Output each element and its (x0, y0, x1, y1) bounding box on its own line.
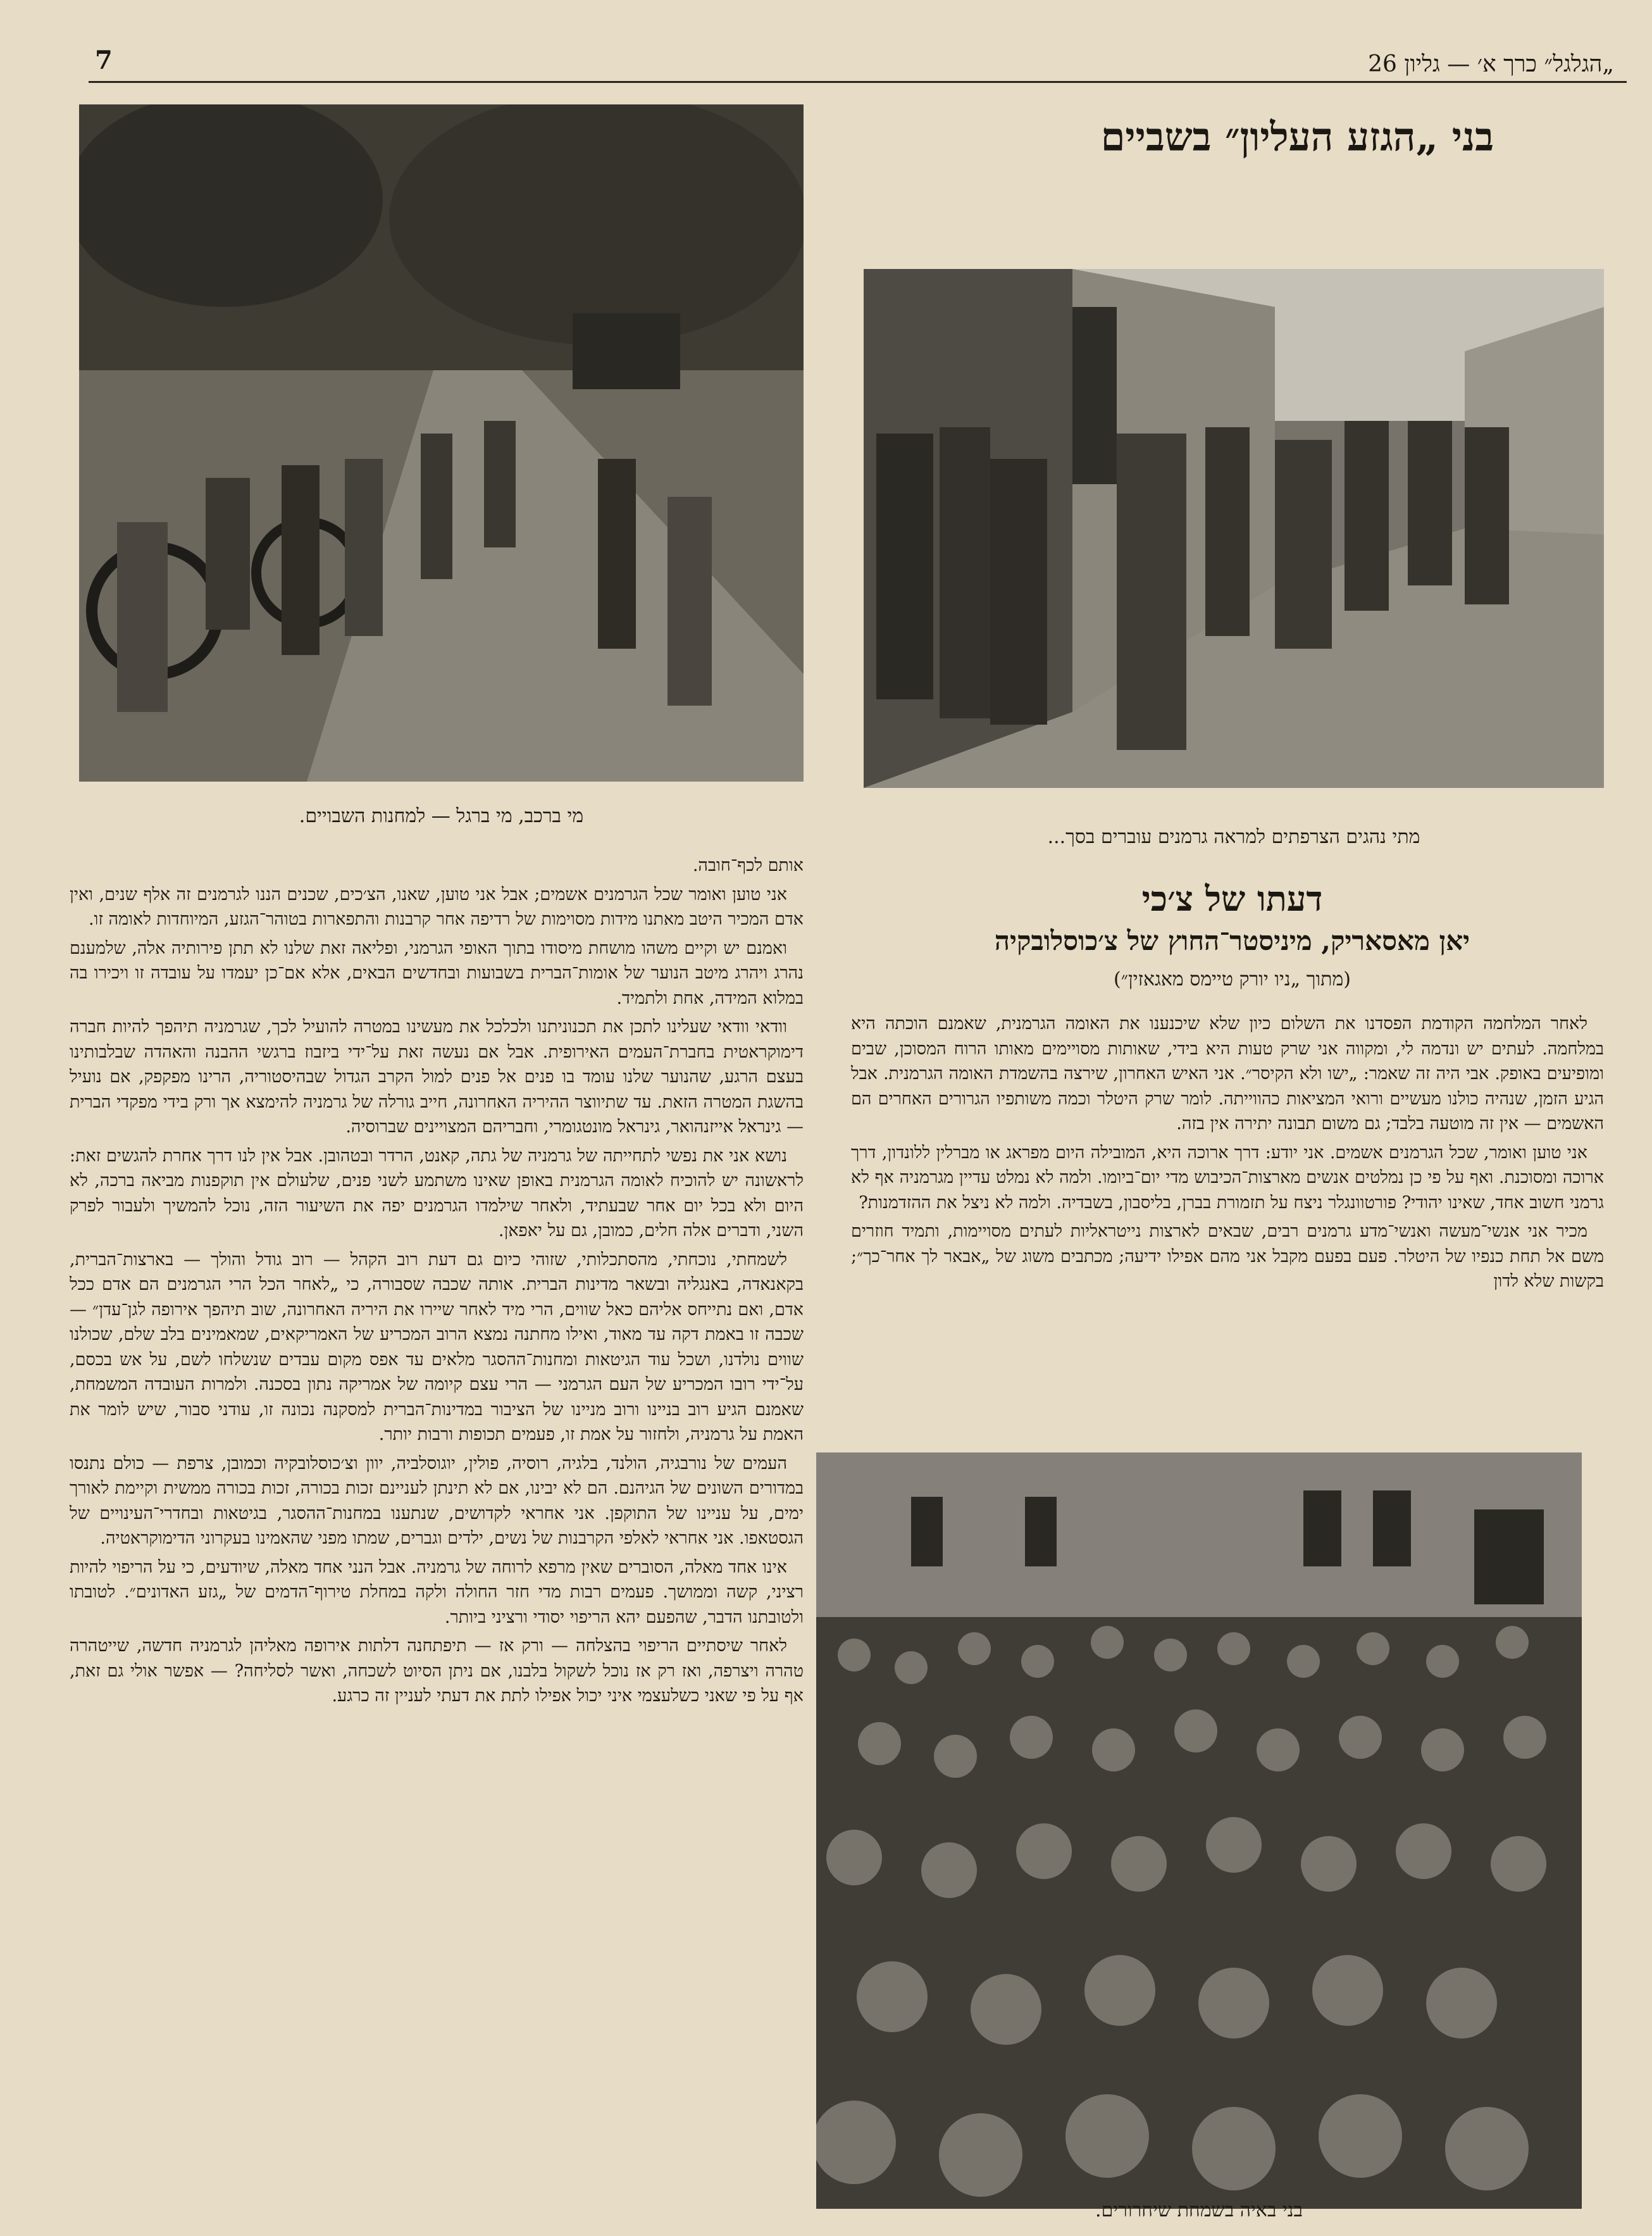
page-number: 7 (95, 46, 113, 75)
paragraph: נושא אני את נפשי לתחייתה של גרמניה של גתה, קאנט, הרדר ובטהובן. אבל אין לנו דרך אחרת להגשים זאת: לראשונה יש להוכיח לאומה הגרמנית באופן שאינו משתמע לשני פנים, שלעולם אין תוקפנות מביאה ברכה, לא היום ולא בכל יום אחר שבעתיד, ולאחר שילמדו הגרמנים יפה את השיעור הזה, נוכל להמשיך ולעבור לפרק השני, ודברים אלה חלים, כמובן, גם על יאפאן. (70, 1146, 804, 1240)
paragraph: לשמחתי, נוכחתי, מהסתכלותי, שזוהי כיום גם דעת רוב הקהל — רוב גודל והולך — בארצות־הברית, בקאנאדה, באנגליה ובשאר מדינות הברית. אותה שכבה שסבורה, כי „לאחר הכל הרי הגרמנים הם אדם ככל אדם, ואם נתייחס אליהם כאל שווים, הרי מיד לאחר שיירו את היריה האחרונה, שוב תיהפך אירופה לגן־עדן״ — שכבה זו באמת דקה עד מאוד, ואילו מחתנה נמצא הרוב המכריע של האמריקאים, שמאמינים בלב שלם, שכולנו שווים נולדנו, ושכל עוד הגיטאות ומחנות־ההסגר מלאים עד אפס מקום עבדים שנשלחו לשם, על אש בכסם, על־ידי רובו המכריע של העם הגרמני — הרי עצם קיומה של אמריקה נתון בסכנה. ולמרות העובדה המשמחת, שאמנם הגיע רוב בניינו ורוב מניינו של הציבור במדינות־הברית למסקנה נכונה זו, עודני סבור, שיש לומר את האמת על גרמניה, ולחזור על אמת זו, פעמים תכופות ורבות יותר. (70, 1249, 804, 1444)
caption-french-street: מתי נהגים הצרפתים למראה גרמנים עוברים בסך... (1047, 826, 1420, 848)
left-text-column (70, 853, 804, 2214)
caption-crowd: בני באיה בשמחת שיחרורים. (1095, 2199, 1303, 2221)
paragraph: וודאי וודאי שעלינו לתכן את תכנוניתנו ולכלכל את מעשינו במטרה להועיל לכך, שגרמניה תיהפך להיות חברה דימוקראטית בחברת־העמים האירופית. אבל אם נעשה זאת על־ידי ביזבוז ברגשי ההבנה והאהדה שבלבותינו בעצם הרגע, שהנוער שלנו עומד בו פנים אל פנים למול הקרב הגדול שבהיסטוריה, הרינו מפקפק, אם נועיל בהשגת המטרה הזאת. עד שתיווצר ההיריה האחרונה, חייב גורלה של גרמניה להימצא אך ורק בידי מפקדי הברית — גינראל אייזנהואר, גינראל מונטגומרי, וחבריהם המצויינים שברוסיה. (70, 1017, 804, 1137)
article-subheading: יאן מאסאריק, מיניסטר־החוץ של צ׳כוסלובקיה (994, 925, 1470, 956)
paragraph: אותם לכף־חובה. (692, 856, 804, 875)
article-heading: דעתו של צ׳כי (1141, 878, 1323, 919)
running-header: „הגלגל״ כרך א׳ — גליון 26 (1368, 51, 1614, 77)
photo-french-street (864, 269, 1604, 788)
photo-prisoners-road (79, 104, 804, 782)
page-title: בני „הגזע העליון״ בשביים (1100, 114, 1494, 160)
right-text-column (851, 1011, 1604, 1454)
paragraph: אני טוען ואומר, שכל הגרמנים אשמים. אני יודע: דרך ארוכה היא, המובילה היום מפראג או מברלין ללונדון, דרך ארוכה ומסוכנת. ואף על פי כן נמלטים אנשים מארצות־הכיבוש מדי יום־ביומו. ולמה לא נמלט עדיין מגרמניה אף לא גרמני חשוב אחד, שאינו יהודי? פורטוונגלר ניצח על תזמורת בברן, בליסבון, בשבדיה. ולמה לא ניצל את ההזדמנות? (851, 1142, 1604, 1213)
paragraph: ואמנם יש וקיים משהו מושחת מיסודו בתוך האופי הגרמני, ופליאה זאת שלנו לא תתן פירותיה אלה, שלמענם נהרג ויהרג מיטב הנוער של אומות־הברית בשבועות ובחדשים הבאים, אלא אם־כן יעמדו על עובדה זו ויכירו בה במלוא המידה, אחת ולתמיד. (70, 938, 804, 1008)
paragraph: לאחר שיסתיים הריפוי בהצלחה — ורק אז — תיפתחנה דלתות אירופה מאליהן לגרמניה חדשה, שייטהרה טהרה ויצרפה, ואז רק אז נוכל לשקול בלבנו, אם ניתן הסיוט לשכחה, ואשר לסליחה? — אפשר אולי גם זאת, אף על פי שאני כשלעצמי איני יכול אפילו לתת את דעתי לעניין זה כרגע. (70, 1636, 804, 1706)
paragraph: אינו אחד מאלה, הסוברים שאין מרפא לרוחה של גרמניה. אבל הנני אחד מאלה, שיודעים, כי על הריפוי להיות רציני, קשה וממושך. פעמים רבות מדי חזר החולה ולקה במחלת טירוף־הדמים של „גזע האדונים״. לטובתו ולטובתנו הדבר, שהפעם יהא הריפוי יסודי ורציני ביותר. (70, 1557, 804, 1627)
caption-prisoners-road: מי ברכב, מי ברגל — למחנות השבויים. (299, 805, 584, 827)
paragraph: לאחר המלחמה הקודמת הפסדנו את השלום כיון שלא שיכנענו את האומה הגרמנית, שאמנם הוכתה היא במלחמה. לעתים יש ונדמה לי, ומקווה אני שרק טעות היא בידי, שאותות מסויימים מאותו הרוח המסוכן, שבים ומופיעים באופק. אבי היה זה שאמר: „ישו ולא הקיסר״. אני האיש האחרון, שירצה בהשמדת האומה הגרמנית. אבל הגיע הזמן, שנהיה כולנו מעשיים ורואי המציאות כהווייתה. לומר שרק היטלר וכמה משותפיו הגרורים האחרים הם האשמים — אין זה מוטעה בלבד; גם משום תבונה יתירה אין בזה. (851, 1014, 1604, 1134)
paragraph: העמים של נורבגיה, הולנד, בלגיה, רוסיה, פולין, יוגוסלביה, יוון וצ׳כוסלובקיה וכמובן, צרפת — כולם נתנסו במדורים השונים של הגיהנם. הם לא יבינו, אם לא תינתן לעניינם זכות בכורה, זכות בכורה ממשית וקיימת לאורך ימים, על עניינו של התוקפן. אני אחראי לקדושים, שנתענו במחנות־ההסגר, בגיטאות ובחדרי־העינויים של הגסטאפו. אני אחראי לאלפי הקרבנות של נשים, ילדים וגברים, שמתו מפני שהאמינו בעקרוני הדימוקראטיה. (70, 1453, 804, 1548)
paragraph: אני טוען ואומר שכל הגרמנים אשמים; אבל אני טוען, שאנו, הצ׳כים, שכנים הננו לגרמנים זה אלף שנים, ואין אדם המכיר היטב מאתנו מידות מסוימות של רדיפה אחר קרבנות והתפארות בטוהר־הגזע, המיוחדות לאומה זו. (70, 884, 804, 929)
paragraph: מכיר אני אנשי־מעשה ואנשי־מדע גרמנים רבים, שבאים לארצות נייטראליות לעתים מסויימות, ותמיד חוזרים משם אל תחת כנפיו של היטלר. פעם בפעם מקבל אני מהם אפילו ידיעה; מכתבים משוג של „אבאר לך אחר־כך״; בקשות שלא לדון (851, 1221, 1604, 1291)
header-rule (89, 81, 1627, 83)
article-header (860, 878, 1604, 990)
photo-crowd-celebration (816, 1452, 1582, 2209)
article-source: (מתוך „ניו יורק טיימס מאגאזין״) (1114, 968, 1351, 990)
